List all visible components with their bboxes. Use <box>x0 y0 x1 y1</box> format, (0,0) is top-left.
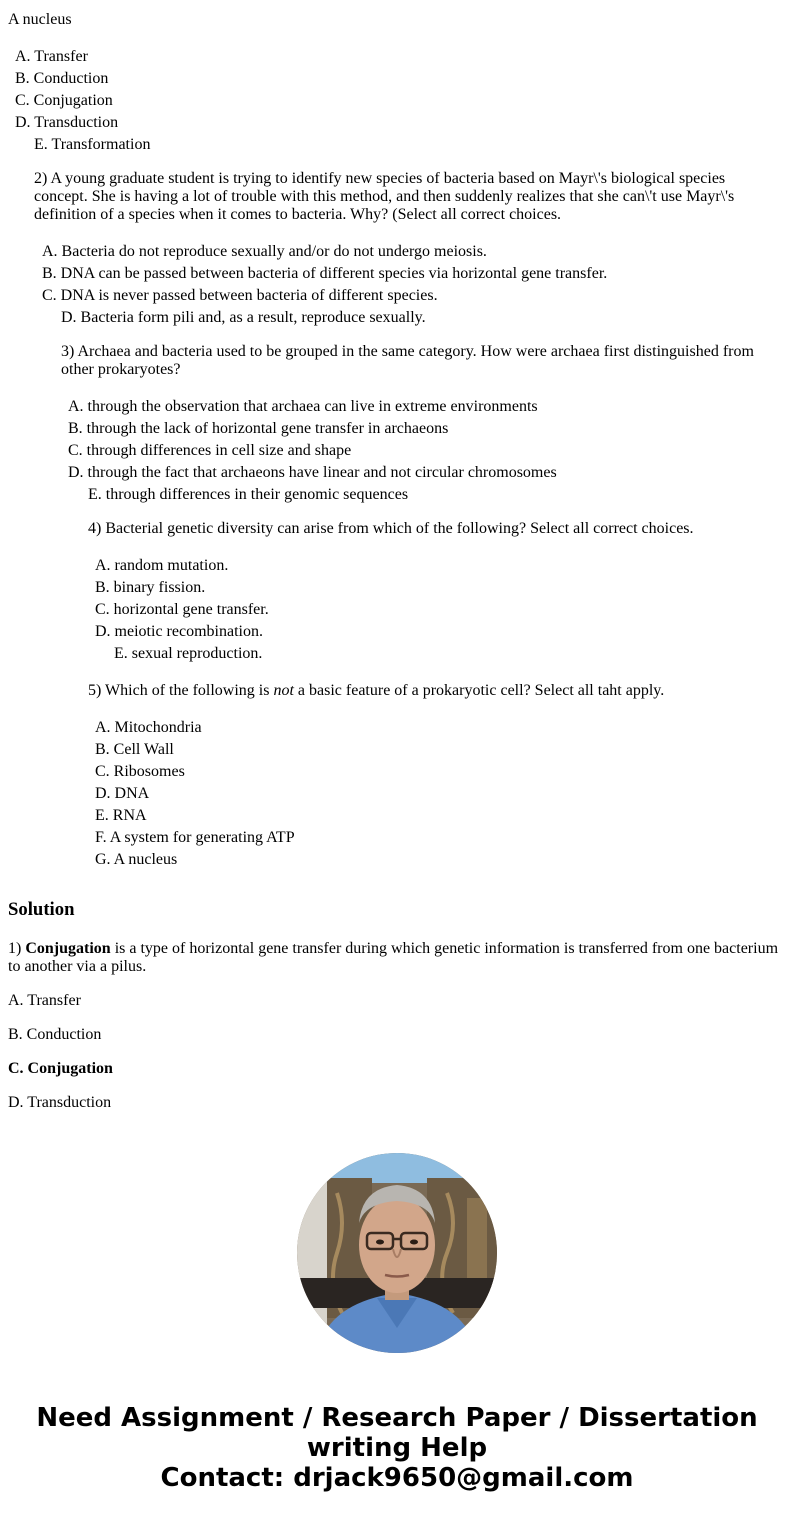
q2-question-text: 2) A young graduate student is trying to identify new species of bacteria based on Mayr\'s biological species concept. She is having a lot of trouble with this method, and then suddenly realizes that she can\'t use Mayr\'s definition of a species when it comes to bacteria. Why? (Select all correct choices. <box>34 170 735 223</box>
q2-option-c: C. DNA is never passed between bacteria of different species. <box>42 287 438 304</box>
q5-text-emphasis: not <box>273 682 294 699</box>
q5-option-c: C. Ribosomes <box>95 763 185 780</box>
solution-answer-d: D. Transduction <box>8 1094 112 1111</box>
q1-option-a: A. Transfer <box>15 48 88 65</box>
banner-contact-line: Contact: drjack9650@gmail.com <box>160 1463 634 1493</box>
q4-option-e: E. sexual reproduction. <box>114 645 263 662</box>
q3-option-c: C. through differences in cell size and shape <box>68 442 352 459</box>
solution-explanation-text: is a type of horizontal gene transfer during which genetic information is transferred from one bacterium to another via a pilus. <box>8 940 779 975</box>
q1-option-c: C. Conjugation <box>15 92 113 109</box>
q5-option-b: B. Cell Wall <box>95 741 174 758</box>
q1-option-b: B. Conduction <box>15 70 109 87</box>
q2-option-b: B. DNA can be passed between bacteria of different species via horizontal gene transfer. <box>42 265 608 282</box>
solution-heading: Solution <box>8 899 75 920</box>
q3-option-b: B. through the lack of horizontal gene transfer in archaeons <box>68 420 449 437</box>
q5-text-after: a basic feature of a prokaryotic cell? Select all taht apply. <box>293 682 665 699</box>
q3-option-e: E. through differences in their genomic sequences <box>88 486 409 503</box>
q2-option-a: A. Bacteria do not reproduce sexually and/or do not undergo meiosis. <box>42 243 487 260</box>
solution-answer-c-correct: C. Conjugation <box>8 1060 113 1077</box>
q5-option-d: D. DNA <box>95 785 150 802</box>
q4-option-a: A. random mutation. <box>95 557 229 574</box>
q5-option-e: E. RNA <box>95 807 147 824</box>
author-photo <box>297 1153 497 1353</box>
q5-option-g: G. A nucleus <box>95 851 178 868</box>
author-photo-illustration <box>297 1153 497 1353</box>
solution-lead: 1) <box>8 940 26 957</box>
q5-option-f: F. A system for generating ATP <box>95 829 295 846</box>
solution-explanation <box>8 940 786 976</box>
q1-tail-text: A nucleus <box>8 11 72 28</box>
q4-option-b: B. binary fission. <box>95 579 206 596</box>
q3-question-text: 3) Archaea and bacteria used to be grouped in the same category. How were archaea first distinguished from other prokaryotes? <box>61 343 754 378</box>
solution-answer-a: A. Transfer <box>8 992 81 1009</box>
q1-option-d: D. Transduction <box>15 114 119 131</box>
q3-option-d: D. through the fact that archaeons have linear and not circular chromosomes <box>68 464 557 481</box>
banner-line-1: Need Assignment / Research Paper / Dissertation <box>36 1403 758 1433</box>
q5-question-text <box>88 682 664 700</box>
solution-term: Conjugation <box>25 940 111 957</box>
q4-option-c: C. horizontal gene transfer. <box>95 601 269 618</box>
banner-line-2: writing Help <box>306 1433 488 1463</box>
q5-text-before: 5) Which of the following is <box>88 682 274 699</box>
q2-option-d: D. Bacteria form pili and, as a result, reproduce sexually. <box>61 309 426 326</box>
q3-option-a: A. through the observation that archaea can live in extreme environments <box>68 398 538 415</box>
contact-banner <box>0 1403 794 1493</box>
solution-answer-b: B. Conduction <box>8 1026 102 1043</box>
q4-question-text: 4) Bacterial genetic diversity can arise from which of the following? Select all correct choices. <box>88 520 694 537</box>
q4-option-d: D. meiotic recombination. <box>95 623 263 640</box>
q5-option-a: A. Mitochondria <box>95 719 202 736</box>
q1-option-e: E. Transformation <box>34 136 151 153</box>
